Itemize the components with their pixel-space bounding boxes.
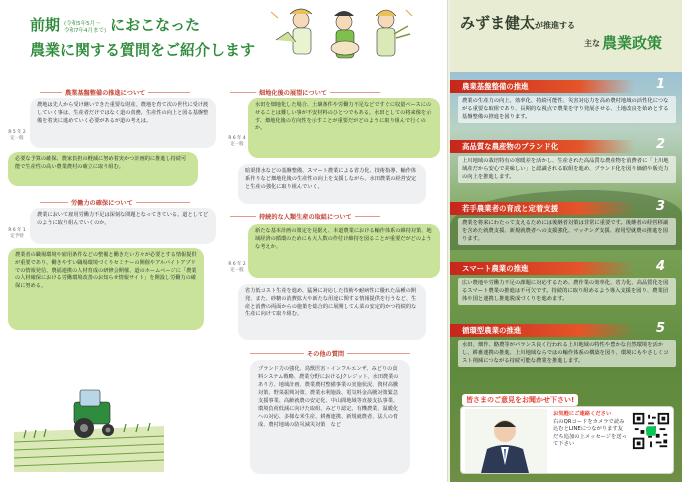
opinion-title: 皆さまのご意見をお聞かせ下さい! [462,394,578,406]
policy-item [450,259,682,305]
question-date: R 6 年 1 定予特 [8,228,26,239]
policy-title: 循環型農業の推進 [462,326,522,335]
answer-bubble: 農業者の職場環境や雇用条件などの整備と働きたい方々が必要とする情報提供が重要であり、働きやすい職場環境づくりセミナーの開催やアルバイトアプリでの情報発信、農福連携の人材育成の研修会開催、道のホームページに「農業の人材確保における労働環境改善のお知らせ情報サイト」を開設し労働力の確保に努める。 [8,248,204,330]
header-prefix: 前期 [30,16,61,34]
policy-number: 3 [655,199,665,214]
question-bubble: 農業において雇用労働力不足は深刻な問題となってきている。道としてどのように取り組んでいくのか。 [30,208,216,244]
policy-number: 2 [655,137,665,152]
header-suffix: におこなった [110,16,201,34]
policy-header: みずま健太が推進する 主な 農業政策 [450,0,682,72]
policy-text: 広い農地や労働力不足の課題に対応するため、農作業の効率化、省力化、高品質化を図るスマート農業の推進は不可欠です。持続的に取り組めるよう導入支援を図り、農業団体や国と連携し推進脱成づくりを進めます。 [458,278,676,305]
answer-bubble: 必要な予算の確保、農家負担の軽減に努め着実かつ計画的に推進し持続可能で生産性の高い農業農村の確立に取り組む。 [8,152,198,186]
section-labor-title: 労働力の確保について [68,198,136,207]
tractor-illustration [14,372,164,472]
policy-title: 若手農業者の育成と定着支援 [462,204,559,213]
answer-bubble: 省力低コスト生産を進め、猛暑に対応した技術や耐病性に優れた品種の開発、また、砂糖の消費拡大や新たな用途に関する情報提供を行うなど、生産と消費の両面からの施策を総合的に展開してん菜の安定的かつ持続的な生産に向けて取り組む。 [238,284,426,340]
opinion-card [460,406,674,474]
policy-title: スマート農業の推進 [462,264,529,273]
policy-item [450,137,682,183]
answer-bubble: 暗渠排水などの基盤整備、スマート農業による省力化、技術指導、輸作体系作りなど畑地化後の生産性の向上を支援しながら、水田農業の経営安定と生産の強化に取り組んでいく。 [238,164,426,204]
candidate-name: みずま健太 [460,14,536,32]
policy-number: 4 [655,259,665,274]
section-sustain-title: 持続的な人類生産の取組について [256,212,355,221]
policy-item [450,77,682,123]
header-policy: 農業政策 [602,34,663,52]
question-bubble: 農地は先人から受け継いできた重要な財産。農地を育て次の世代に受け渡していく事は、生産者だけではなく道の責務。生産性の向上と図る基盤整備を着実に進めていく必要があるが道の考えは。 [30,98,216,148]
policy-title: 農業基盤整備の推進 [462,82,529,91]
policy-number: 5 [655,321,665,336]
candidate-photo [465,409,547,473]
question-bubble: 新たな基本計画の策定を見据え、本道農業における輸作体系の維持対策、地域経済の循環のためにも大人数の作付け維持を図ることが重要だがどのような考えか。 [248,224,440,278]
policy-title: 高品質な農産物のブランド化 [462,142,559,151]
header-date: (令和5年5月〜 令和7年4月まで) [64,21,107,34]
section-smart-title: 畑地化後の展望について [256,88,330,97]
policy-item [450,321,682,367]
policy-number: 1 [655,77,665,92]
line-qr-code[interactable] [631,411,671,451]
opinion-text: お気軽にご連絡ください 右のQRコードをカメラで読み込むとLINEにつながります友だち追加の上メッセージを送って下さい [553,411,627,447]
policy-text: 農業を将来にわたって支えるためには後継者対策は非常に重要です。後継者の経営移譲を含めた就農支援、新規就農者への支援強化、マッチング支援、雇用型就農の推進を図ります。 [458,218,676,245]
other-questions-list: ブランド力の強化、鳥獣医害・インフルエンザ、みどりの食料システム戦略、農業分野におけるJクレジット、水田農業のあり方、地域計画、農業農村整備事業の実施状況、資材高騰対策、野菜振興対策、農業水利施設、電気料金高騰対策緊急支援事業、高齢就農の安定化、中山間地域等直接支払事業、環境負荷低減に向けた取組、みどり認定、有機農業、温暖化への対応、多様な米生産、耕畜連携、新規就農者、法人の育成、農村地域の防災減災対策 など [250,360,410,474]
farmers-illustration [266,4,416,70]
question-date: R 5 年 2 定一般 [8,130,26,141]
question-date: R 6 年 4 定一般 [228,136,246,147]
header-title: 農業に関する質問をご紹介します [30,41,256,59]
question-bubble: 水田を畑地化した場合、土壌条件や労働力不足などですぐに収量ベースにのせることは難しい事が不安材料のひとつでもある。水田としての将来像を示す、畑地化後の方向性を示すことが重要だがどのように取り組んで行くのか。 [248,98,440,158]
section-other-title: その他の質問 [304,349,347,358]
policy-item [450,199,682,245]
policy-text: 農業の生産力の向上、効率化、持続可能性、災害対応力を高め農村地域の活性化につながる重要な取組であり、長期的な視点で農業を守り発展させる、土地改良を始めとする基盤整備の推進を図ります。 [458,96,676,123]
header-main: 主な [584,39,600,48]
question-date: R 6 年 2 定一般 [228,262,246,273]
section-infra-title: 農業基盤整備の推進について [62,88,148,97]
policy-panel [450,0,682,482]
opinion-box [456,394,678,476]
policy-text: 水田、畑作、酪農等がバランス良く行われる上川地域の特性や豊かな自然環境を活かし、耕畜連携の推進、上川地域ならではの輸作体系の構築を図り、環境にもやさしくコスト削減につながる持続可能な農業を推進します。 [458,340,676,367]
policy-text: 上川地域の栽培特有の寒暖差を活かし、生産された高品質な農産物を消費者に「上川地域産だから安心で美味しい」と認識される取組を進め、ブランド化を図り価値や販売力の向上を推進します。 [458,156,676,183]
